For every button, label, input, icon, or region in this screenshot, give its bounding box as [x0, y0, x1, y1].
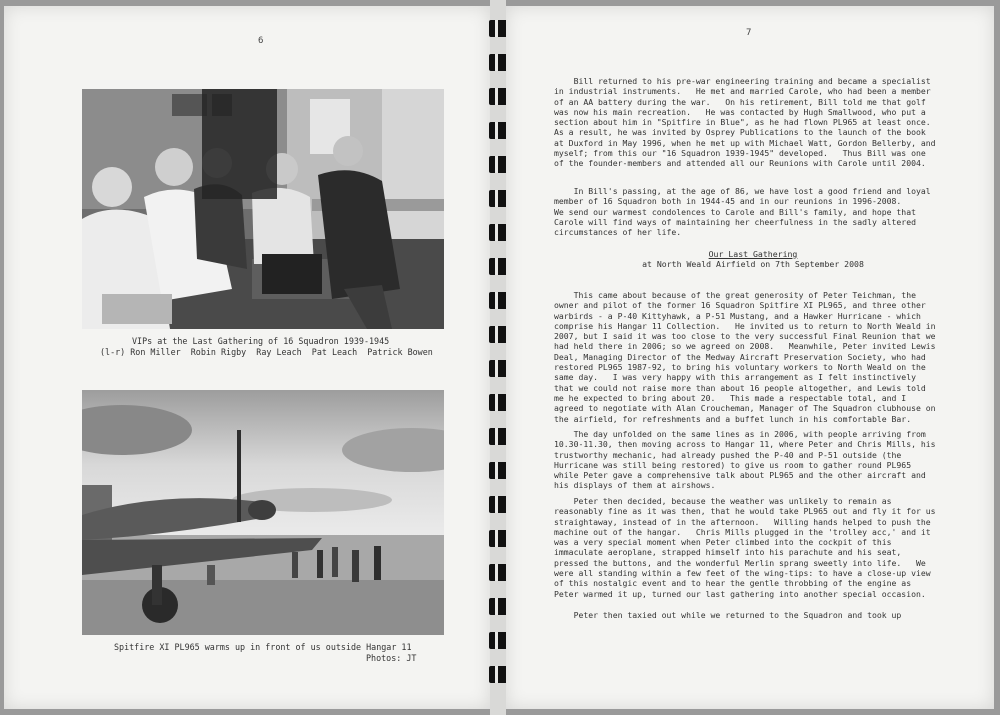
text-line: warbirds - a P-40 Kittyhawk, a P-51 Mustang, and a Hawker Hurricane - which — [554, 310, 921, 321]
paragraph-bill-passing — [554, 186, 952, 237]
text-line: Peter then decided, because the weather was unlikely to remain as — [554, 496, 892, 506]
text-line: myself; from this our "16 Squadron 1939-1945" developed. Thus Bill was one — [554, 148, 926, 159]
text-line: his displays of them at airshows. — [554, 480, 716, 491]
text-line: trustworthy mechanic, had already pushed the P-40 and P-51 outside (the — [554, 449, 902, 460]
page-number-left: 6 — [258, 36, 264, 46]
text-line: agreed to negotiate with Alan Croucheman, Manager of The Squadron clubhouse on — [554, 403, 936, 414]
left-page — [4, 6, 490, 709]
text-line: of the founder-members and attended all our Reunions with Carole until 2004. — [554, 158, 926, 169]
text-line: straightaway, instead of in the afternoon. Willing hands helped to push the — [554, 516, 931, 527]
paragraph-flight — [554, 496, 952, 599]
page-number-right: 7 — [746, 28, 752, 38]
paragraph-bill-career — [554, 76, 952, 169]
text-line: We send our warmest condolences to Carole and Bill's family, and hope that — [554, 206, 916, 217]
text-line: same day. I was very happy with this arrangement as I felt instinctively — [554, 372, 916, 383]
text-line: In Bill's passing, at the age of 86, we have lost a good friend and loyal — [554, 186, 931, 196]
right-page — [506, 6, 994, 709]
text-line: Hurricane was still being restored) to give us room to gather round PL965 — [554, 459, 912, 470]
spitfire-photo — [82, 390, 444, 635]
text-line: the airfield, for refreshments and a buffet lunch in his comfortable Bar. — [554, 413, 912, 424]
text-line: machine out of the hangar. Chris Mills plugged in the 'trolley acc,' and it — [554, 526, 931, 537]
text-line: in industrial instruments. He met and married Carole, who had been a member — [554, 86, 931, 97]
text-line: reasonably fine as it was then, that he would take PL965 out and fly it for us — [554, 506, 936, 517]
text-line: was now his main recreation. He was contacted by Hugh Smallwood, who put a — [554, 106, 926, 117]
photo1-caption-title: VIPs at the Last Gathering of 16 Squadron 1939-1945 — [132, 336, 390, 346]
text-line: The day unfolded on the same lines as in 2006, with people arriving from — [554, 429, 926, 439]
text-line: As a result, he was invited by Osprey Publications to the launch of the book — [554, 127, 926, 138]
text-line: Peter warmed it up, turned our last gathering into another special occasion. — [554, 588, 926, 599]
text-line: was a very special moment when Peter climbed into the cockpit of this — [554, 537, 892, 548]
text-line: comprise his Hangar 11 Collection. He invited us to return to North Weald in — [554, 320, 936, 331]
photo1-caption-names: (l-r) Ron Miller Robin Rigby Ray Leach Pat Leach Patrick Bowen — [100, 347, 433, 357]
text-line: member of 16 Squadron both in 1944-45 and in our reunions in 1996-2008. — [554, 196, 902, 207]
text-line: section about him in "Spitfire in Blue", as he had flown PL965 at least once. — [554, 117, 931, 128]
text-line: pressed the buttons, and the wonderful Merlin sprang sweetly into life. We — [554, 557, 926, 568]
text-line: while Peter gave a comprehensive talk about PL965 and the other aircraft and — [554, 470, 926, 481]
paragraph-the-day — [554, 429, 952, 491]
section-heading — [554, 249, 952, 270]
text-line: Peter then taxied out while we returned to the Squadron and took up — [554, 610, 902, 620]
text-line: me he expected to bring about 20. This made a respectable total, and I — [554, 392, 907, 403]
text-line: owner and pilot of the former 16 Squadron Spitfire XI PL965, and three other — [554, 300, 926, 311]
text-line: of this nostalgic event and to hear the gentle throbbing of the engine as — [554, 578, 912, 589]
text-line: Bill returned to his pre-war engineering training and became a specialist — [554, 76, 931, 86]
text-line: This came about because of the great generosity of Peter Teichman, the — [554, 290, 916, 300]
text-line: of an AA battery during the war. On his retirement, Bill told me that golf — [554, 96, 926, 107]
text-line: at Duxford in May 1996, when he met up with Michael Watt, Gordon Bellerby, and — [554, 137, 936, 148]
photo2-caption: Spitfire XI PL965 warms up in front of us outside Hangar 11 — [114, 642, 412, 652]
text-line: circumstances of her life. — [554, 227, 682, 238]
text-line: restored PL965 1987-92, to bring his voluntary workers to North Weald on the — [554, 362, 926, 373]
text-line: 10.30-11.30, then moving across to Hangar 11, where Peter and Chris Mills, his — [554, 439, 936, 450]
text-line: that we could not raise more than about 16 people altogether, and Lewis told — [554, 382, 926, 393]
text-line: immaculate aeroplane, strapped himself into his parachute and his seat, — [554, 547, 902, 558]
paragraph-taxi — [554, 610, 952, 620]
text-line: were all standing within a few feet of the wing-tips: to have a close-up view — [554, 568, 931, 579]
section-title: Our Last Gathering — [708, 249, 798, 259]
text-line: 2007, but I said it was too close to the very successful Final Reunion that we — [554, 331, 936, 342]
paragraph-background — [554, 290, 952, 424]
text-line: had held there in 2006; so we agreed on 2008. Meanwhile, Peter invited Lewis — [554, 341, 936, 352]
text-line: Carole will find ways of maintaining her cheerfulness in the sadly altered — [554, 216, 916, 227]
photo2-credit: Photos: JT — [366, 653, 417, 663]
section-subtitle: at North Weald Airfield on 7th September 2008 — [642, 259, 864, 270]
vip-group-photo — [82, 89, 444, 329]
text-line: Deal, Managing Director of the Medway Aircraft Preservation Society, who had — [554, 351, 926, 362]
